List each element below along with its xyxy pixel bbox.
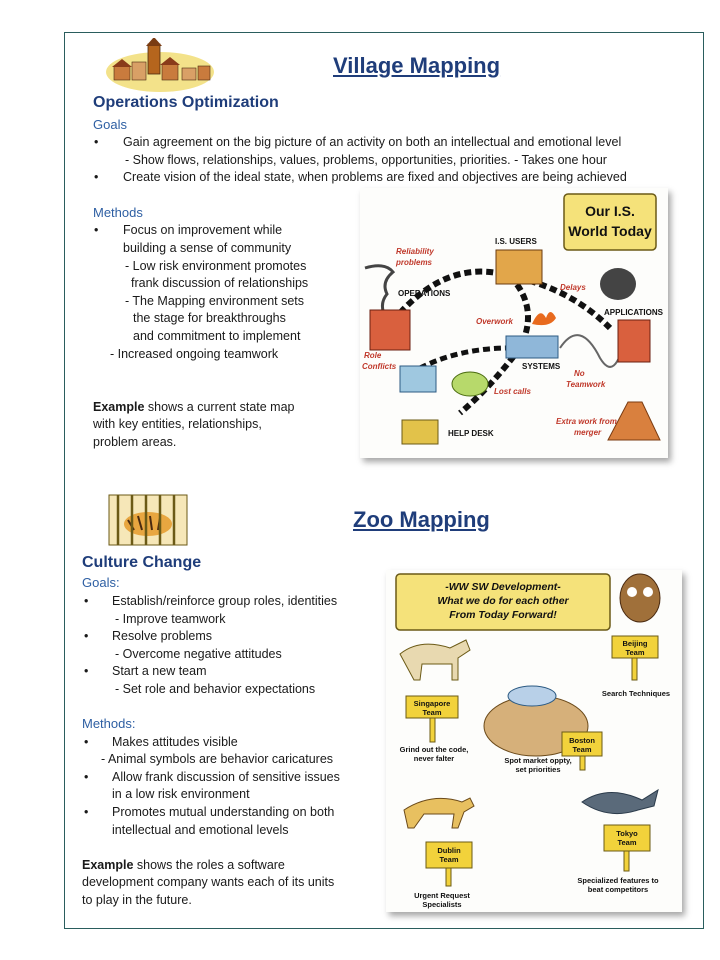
zoo-method-5: Promotes mutual understanding on both	[112, 805, 335, 819]
zoo-example-line-2: development company wants each of its units	[82, 875, 335, 889]
zoo-example-line-3: to play in the future.	[82, 893, 192, 907]
village-example-text: shows a current state map	[144, 400, 295, 414]
zoo-goal-1: Establish/reinforce group roles, identities	[112, 594, 338, 608]
label-systems: SYSTEMS	[522, 362, 561, 371]
sign-beijing-1: Beijing	[622, 639, 648, 648]
caption-specialized-2: beat competitors	[587, 885, 649, 894]
zoo-title: Zoo Mapping	[353, 507, 490, 532]
sign-singapore-1: Singapore	[413, 699, 451, 708]
village-method-5: - The Mapping environment sets	[125, 294, 305, 308]
label-no-teamwork-1: No	[574, 369, 585, 378]
label-role-conflicts-2: Conflicts	[362, 362, 397, 371]
label-reliability-1: Reliability	[396, 247, 434, 256]
label-no-teamwork-2: Teamwork	[566, 380, 606, 389]
zoo-map-banner	[396, 574, 610, 630]
svg-text:-WW SW Development-	[445, 581, 561, 593]
village-subtitle: Operations Optimization	[93, 94, 279, 111]
zoo-method-4: in a low risk environment	[112, 787, 250, 801]
caption-urgent-1: Urgent Request	[414, 891, 470, 900]
village-method-4: frank discussion of relationships	[131, 276, 309, 290]
bullet-icon: •	[84, 770, 89, 784]
sign-singapore-2: Team	[422, 708, 442, 717]
village-goal-1: Gain agreement on the big picture of an activity on both an intellectual and emotional level	[123, 135, 622, 149]
caption-specialized-1: Specialized features to	[577, 876, 659, 885]
bullet-icon: •	[94, 223, 99, 237]
bullet-icon: •	[94, 135, 99, 149]
sign-dublin-2: Team	[439, 855, 459, 864]
caged-tiger-illustration	[108, 492, 188, 548]
bullet-icon: •	[84, 629, 89, 643]
label-extra-work-1: Extra work from	[556, 417, 617, 426]
zoo-method-6: intellectual and emotional levels	[112, 823, 289, 837]
caption-grind-2: never falter	[413, 754, 455, 763]
label-operations: OPERATIONS	[398, 289, 451, 298]
village-example	[93, 399, 295, 417]
label-reliability-2: problems	[396, 258, 433, 267]
zoo-methods-label: Methods:	[82, 716, 136, 731]
zoo-method-1: Makes attitudes visible	[112, 735, 238, 749]
caption-grind-1: Grind out the code,	[399, 745, 469, 754]
bullet-icon: •	[84, 664, 89, 678]
sign-tokyo-1: Tokyo	[616, 829, 638, 838]
zoo-goals-label: Goals:	[82, 575, 120, 590]
village-goal-1-sub: - Show flows, relationships, values, problems, opportunities, priorities. - Takes one hour	[125, 153, 607, 167]
village-method-2: building a sense of community	[123, 241, 292, 255]
label-overwork: Overwork	[476, 317, 513, 326]
zoo-goal-3-sub: - Set role and behavior expectations	[115, 682, 316, 696]
zoo-banner-dash: -	[445, 581, 449, 593]
sign-beijing-2: Team	[625, 648, 645, 657]
label-role-conflicts-1: Role	[364, 351, 382, 360]
zoo-method-3: Allow frank discussion of sensitive issues	[112, 770, 340, 784]
bullet-icon: •	[84, 735, 89, 749]
village-method-1: Focus on improvement while	[123, 223, 283, 237]
village-goal-2: Create vision of the ideal state, when problems are fixed and objectives are being achieved	[123, 170, 627, 184]
zoo-goal-2: Resolve problems	[112, 629, 213, 643]
bullet-icon: •	[84, 805, 89, 819]
zoo-banner-line-2: What we do for each other	[437, 595, 569, 607]
village-method-6: the stage for breakthroughs	[133, 311, 286, 325]
sign-boston-2: Team	[572, 745, 592, 754]
label-extra-work-2: merger	[574, 428, 602, 437]
village-example-line-2: with key entities, relationships,	[93, 417, 262, 431]
village-illustration	[104, 38, 216, 92]
village-title: Village Mapping	[333, 53, 501, 78]
zoo-example-text: shows the roles a software	[133, 858, 285, 872]
zoo-goal-3: Start a new team	[112, 664, 207, 678]
caption-urgent-2: Specialists	[422, 900, 462, 909]
caption-search: Search Techniques	[601, 689, 671, 698]
village-map-banner	[564, 194, 656, 250]
zoo-example-bold: Example	[82, 858, 134, 872]
village-example-line-3: problem areas.	[93, 435, 177, 449]
sign-tokyo-2: Team	[617, 838, 637, 847]
label-delays: Delays	[560, 283, 586, 292]
village-methods-label: Methods	[93, 205, 143, 220]
zoo-map-image	[386, 570, 682, 912]
village-map-image	[360, 188, 668, 458]
caption-spot-1: Spot market oppty,	[504, 756, 572, 765]
zoo-goal-2-sub: - Overcome negative attitudes	[115, 647, 282, 661]
village-method-3: - Low risk environment promotes	[125, 259, 307, 273]
village-method-8: - Increased ongoing teamwork	[110, 347, 279, 361]
label-help-desk: HELP DESK	[448, 429, 494, 438]
label-lost-calls: Lost calls	[494, 387, 531, 396]
caption-spot-2: set priorities	[515, 765, 561, 774]
zoo-subtitle: Culture Change	[82, 554, 202, 571]
zoo-example	[82, 857, 285, 875]
zoo-banner-line-3: From Today Forward!	[449, 609, 557, 621]
label-applications: APPLICATIONS	[604, 308, 663, 317]
zoo-goal-1-sub: - Improve teamwork	[115, 612, 226, 626]
village-banner-line-2: World Today	[568, 223, 652, 239]
village-goals-label: Goals	[93, 117, 127, 132]
bullet-icon: •	[94, 170, 99, 184]
zoo-banner-line-1: WW SW Development-	[448, 581, 561, 593]
village-method-7: and commitment to implement	[133, 329, 301, 343]
village-example-bold: Example	[93, 400, 145, 414]
sign-dublin-1: Dublin	[437, 846, 461, 855]
village-banner-line-1: Our I.S.	[585, 203, 635, 219]
sign-boston-1: Boston	[569, 736, 595, 745]
zoo-method-2: - Animal symbols are behavior caricatures	[101, 752, 334, 766]
bullet-icon: •	[84, 594, 89, 608]
label-is-users: I.S. USERS	[495, 237, 537, 246]
